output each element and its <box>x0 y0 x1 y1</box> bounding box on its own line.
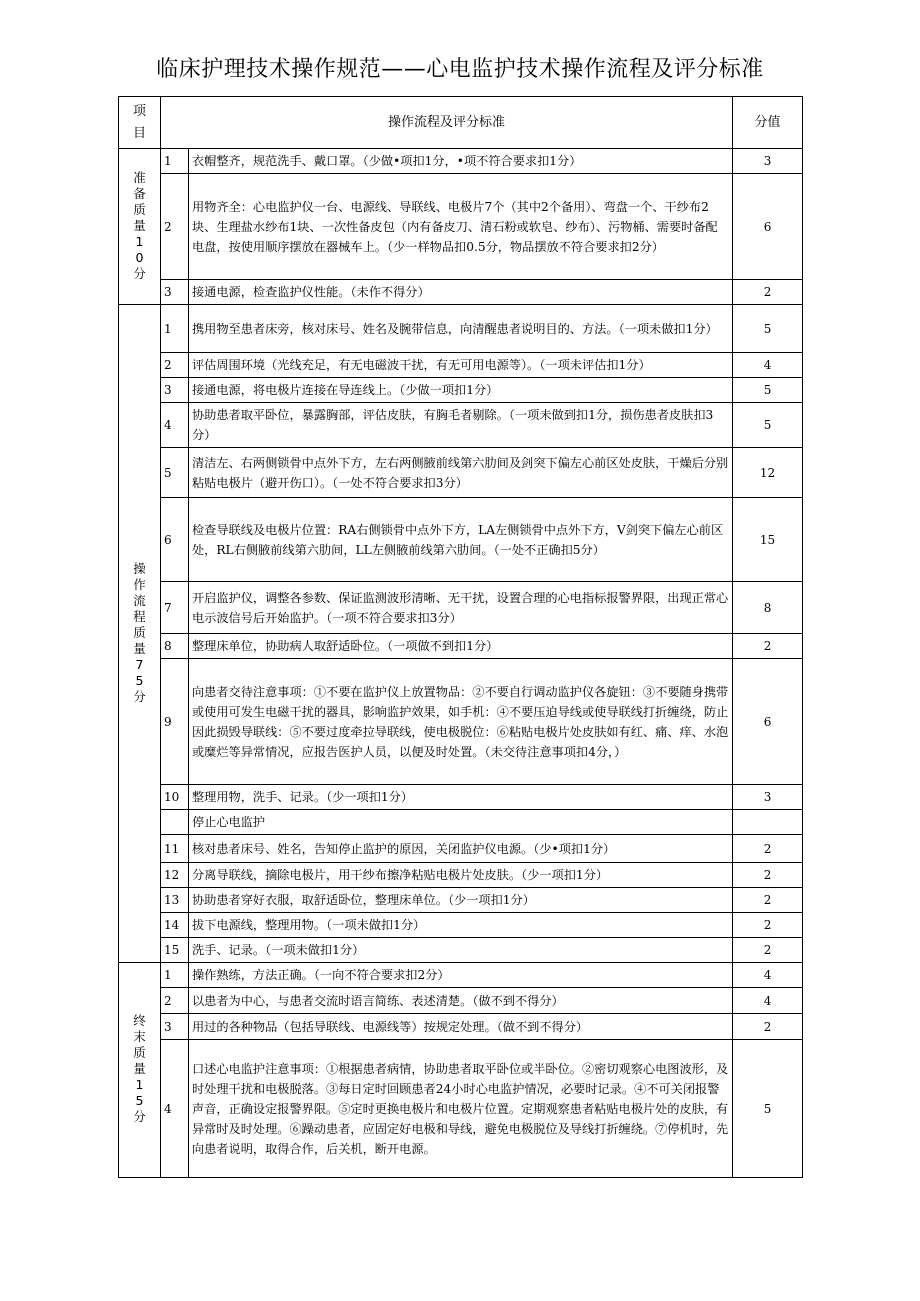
item-number: 2 <box>161 988 189 1014</box>
item-number: 11 <box>161 835 189 863</box>
item-criteria: 洗手、记录。（一项未做扣1分） <box>189 938 733 963</box>
item-score: 5 <box>733 378 803 403</box>
item-criteria: 口述心电监护注意事项：①根据患者病情，协助患者取平卧位或半卧位。②密切观察心电图波形，及时处理干扰和电极脱落。③每日定时回顾患者24小时心电监护情况，必要时记录。④不可关闭报警声音，正确设定报警界限。⑤定时更换电极片和电极片位置。定期观察患者粘贴电极片处的皮肤，有异常时及时处理。⑥躁动患者，应固定好电极和导线，避免电极脱位及导线打折缠绕。⑦停机时，先向患者说明，取得合作，后关机，断开电源。 <box>189 1040 733 1178</box>
item-score: 6 <box>733 659 803 785</box>
table-row <box>119 938 803 963</box>
table-row <box>119 659 803 785</box>
item-score: 4 <box>733 988 803 1014</box>
table-row <box>119 174 803 280</box>
table-row <box>119 378 803 403</box>
table-row <box>119 448 803 498</box>
item-criteria: 协助患者取平卧位，暴露胸部，评估皮肤，有胸毛者剔除。（一项未做到扣1分，损伤患者皮肤扣3分） <box>189 403 733 448</box>
table-row <box>119 280 803 305</box>
item-number: 7 <box>161 582 189 634</box>
item-criteria: 接通电源，检查监护仪性能。（未作不得分） <box>189 280 733 305</box>
item-score: 6 <box>733 174 803 280</box>
item-criteria: 接通电源，将电极片连接在导连线上。（少做一项扣1分） <box>189 378 733 403</box>
table-row <box>119 1040 803 1178</box>
header-item: 项目 <box>119 97 161 149</box>
table-row <box>119 963 803 988</box>
table-row <box>119 988 803 1014</box>
item-criteria: 以患者为中心，与患者交流时语言简练、表述清楚。（做不到不得分） <box>189 988 733 1014</box>
item-score <box>733 810 803 835</box>
item-score: 15 <box>733 498 803 582</box>
item-score: 12 <box>733 448 803 498</box>
item-criteria: 开启监护仪，调整各参数、保证监测波形清晰、无干扰，设置合理的心电指标报警界限，出现正常心电示波信号后开始监护。（一项不符合要求扣3分） <box>189 582 733 634</box>
item-criteria: 核对患者床号、姓名，告知停止监护的原因，关闭监护仪电源。（少•项扣1分） <box>189 835 733 863</box>
item-criteria: 衣帽整齐，规范洗手、戴口罩。（少做•项扣1分，•项不符合要求扣1分） <box>189 149 733 174</box>
item-score: 2 <box>733 938 803 963</box>
table-row <box>119 582 803 634</box>
item-score: 2 <box>733 863 803 888</box>
item-number: 14 <box>161 913 189 938</box>
item-criteria: 检查导联线及电极片位置：RA右侧锁骨中点外下方，LA左侧锁骨中点外下方，V剑突下偏左心前区处，RL右侧腋前线第六肋间，LL左侧腋前线第六肋间。（一处不正确扣5分） <box>189 498 733 582</box>
item-score: 8 <box>733 582 803 634</box>
item-score: 4 <box>733 353 803 378</box>
header-criteria: 操作流程及评分标准 <box>161 97 733 149</box>
item-criteria: 分离导联线，摘除电极片，用干纱布擦净粘贴电极片处皮肤。（少一项扣1分） <box>189 863 733 888</box>
item-score: 2 <box>733 913 803 938</box>
section-label: 准备质量10分 <box>119 149 161 305</box>
item-score: 5 <box>733 403 803 448</box>
item-number: 10 <box>161 785 189 810</box>
table-row <box>119 863 803 888</box>
item-number: 1 <box>161 149 189 174</box>
item-score: 4 <box>733 963 803 988</box>
item-score: 2 <box>733 835 803 863</box>
item-number: 9 <box>161 659 189 785</box>
item-criteria: 携用物至患者床旁，核对床号、姓名及腕带信息，向清醒患者说明目的、方法。（一项未做扣1分） <box>189 305 733 353</box>
table-row <box>119 403 803 448</box>
table-header-row <box>119 97 803 149</box>
item-number: 15 <box>161 938 189 963</box>
table-row <box>119 149 803 174</box>
item-number: 3 <box>161 378 189 403</box>
scoring-table <box>118 96 803 1178</box>
item-criteria: 拔下电源线，整理用物。（一项未做扣1分） <box>189 913 733 938</box>
table-row <box>119 305 803 353</box>
item-number: 12 <box>161 863 189 888</box>
item-criteria: 停止心电监护 <box>189 810 733 835</box>
table-row <box>119 835 803 863</box>
item-score: 5 <box>733 305 803 353</box>
item-score: 2 <box>733 634 803 659</box>
item-criteria: 用过的各种物品（包括导联线、电源线等）按规定处理。（做不到不得分） <box>189 1014 733 1040</box>
item-number: 4 <box>161 1040 189 1178</box>
item-score: 2 <box>733 280 803 305</box>
table-row <box>119 888 803 913</box>
item-number: 2 <box>161 353 189 378</box>
table-row <box>119 785 803 810</box>
item-criteria: 协助患者穿好衣服，取舒适卧位，整理床单位。（少一项扣1分） <box>189 888 733 913</box>
item-criteria: 操作熟练，方法正确。（一向不符合要求扣2分） <box>189 963 733 988</box>
item-number: 1 <box>161 963 189 988</box>
table-row <box>119 913 803 938</box>
item-criteria: 评估周围环境（光线充足，有无电磁波干扰，有无可用电源等）。（一项未评估扣1分） <box>189 353 733 378</box>
page-title: 临床护理技术操作规范——心电监护技术操作流程及评分标准 <box>156 57 764 82</box>
table-row <box>119 353 803 378</box>
table-row <box>119 1014 803 1040</box>
item-number: 8 <box>161 634 189 659</box>
item-number: 1 <box>161 305 189 353</box>
item-number: 3 <box>161 280 189 305</box>
item-score: 2 <box>733 1014 803 1040</box>
item-score: 3 <box>733 785 803 810</box>
section-label: 操作流程质量75分 <box>119 305 161 963</box>
item-number: 2 <box>161 174 189 280</box>
item-score: 3 <box>733 149 803 174</box>
header-score: 分值 <box>733 97 803 149</box>
item-criteria: 清洁左、右两侧锁骨中点外下方，左右两侧腋前线第六肋间及剑突下偏左心前区处皮肤，干燥后分别粘贴电极片（避开伤口）。（一处不符合要求扣3分） <box>189 448 733 498</box>
table-row <box>119 498 803 582</box>
item-number: 6 <box>161 498 189 582</box>
item-number: 3 <box>161 1014 189 1040</box>
item-number: 4 <box>161 403 189 448</box>
item-criteria: 向患者交待注意事项：①不要在监护仪上放置物品：②不要自行调动监护仪各旋钮：③不要随身携带或使用可发生电磁干扰的器具，影响监护效果，如手机：④不要压迫导线或使导联线打折缠绕，防止因此损毁导联线：⑤不要过度牵拉导联线，使电极脱位：⑥粘贴电极片处皮肤如有红、痛、痒、水泡或糜烂等异常情况，应报告医护人员，以便及时处置。（未交待注意事项扣4分，） <box>189 659 733 785</box>
item-score: 5 <box>733 1040 803 1178</box>
item-criteria: 整理床单位，协助病人取舒适卧位。（一项做不到扣1分） <box>189 634 733 659</box>
item-number: 13 <box>161 888 189 913</box>
item-number <box>161 810 189 835</box>
item-criteria: 整理用物，洗手、记录。（少一项扣1分） <box>189 785 733 810</box>
section-label: 终末质量15分 <box>119 963 161 1178</box>
item-criteria: 用物齐全：心电监护仪一台、电源线、导联线、电极片7个（其中2个备用）、弯盘一个、干纱布2块、生理盐水纱布1块、一次性备皮包（内有备皮刀、清石粉或软皂、纱布）、污物桶、需要时备配电盘，按使用顺序摆放在器械车上。（少一样物品扣0.5分，物品摆放不符合要求扣2分） <box>189 174 733 280</box>
item-score: 2 <box>733 888 803 913</box>
table-row <box>119 810 803 835</box>
table-row <box>119 634 803 659</box>
item-number: 5 <box>161 448 189 498</box>
